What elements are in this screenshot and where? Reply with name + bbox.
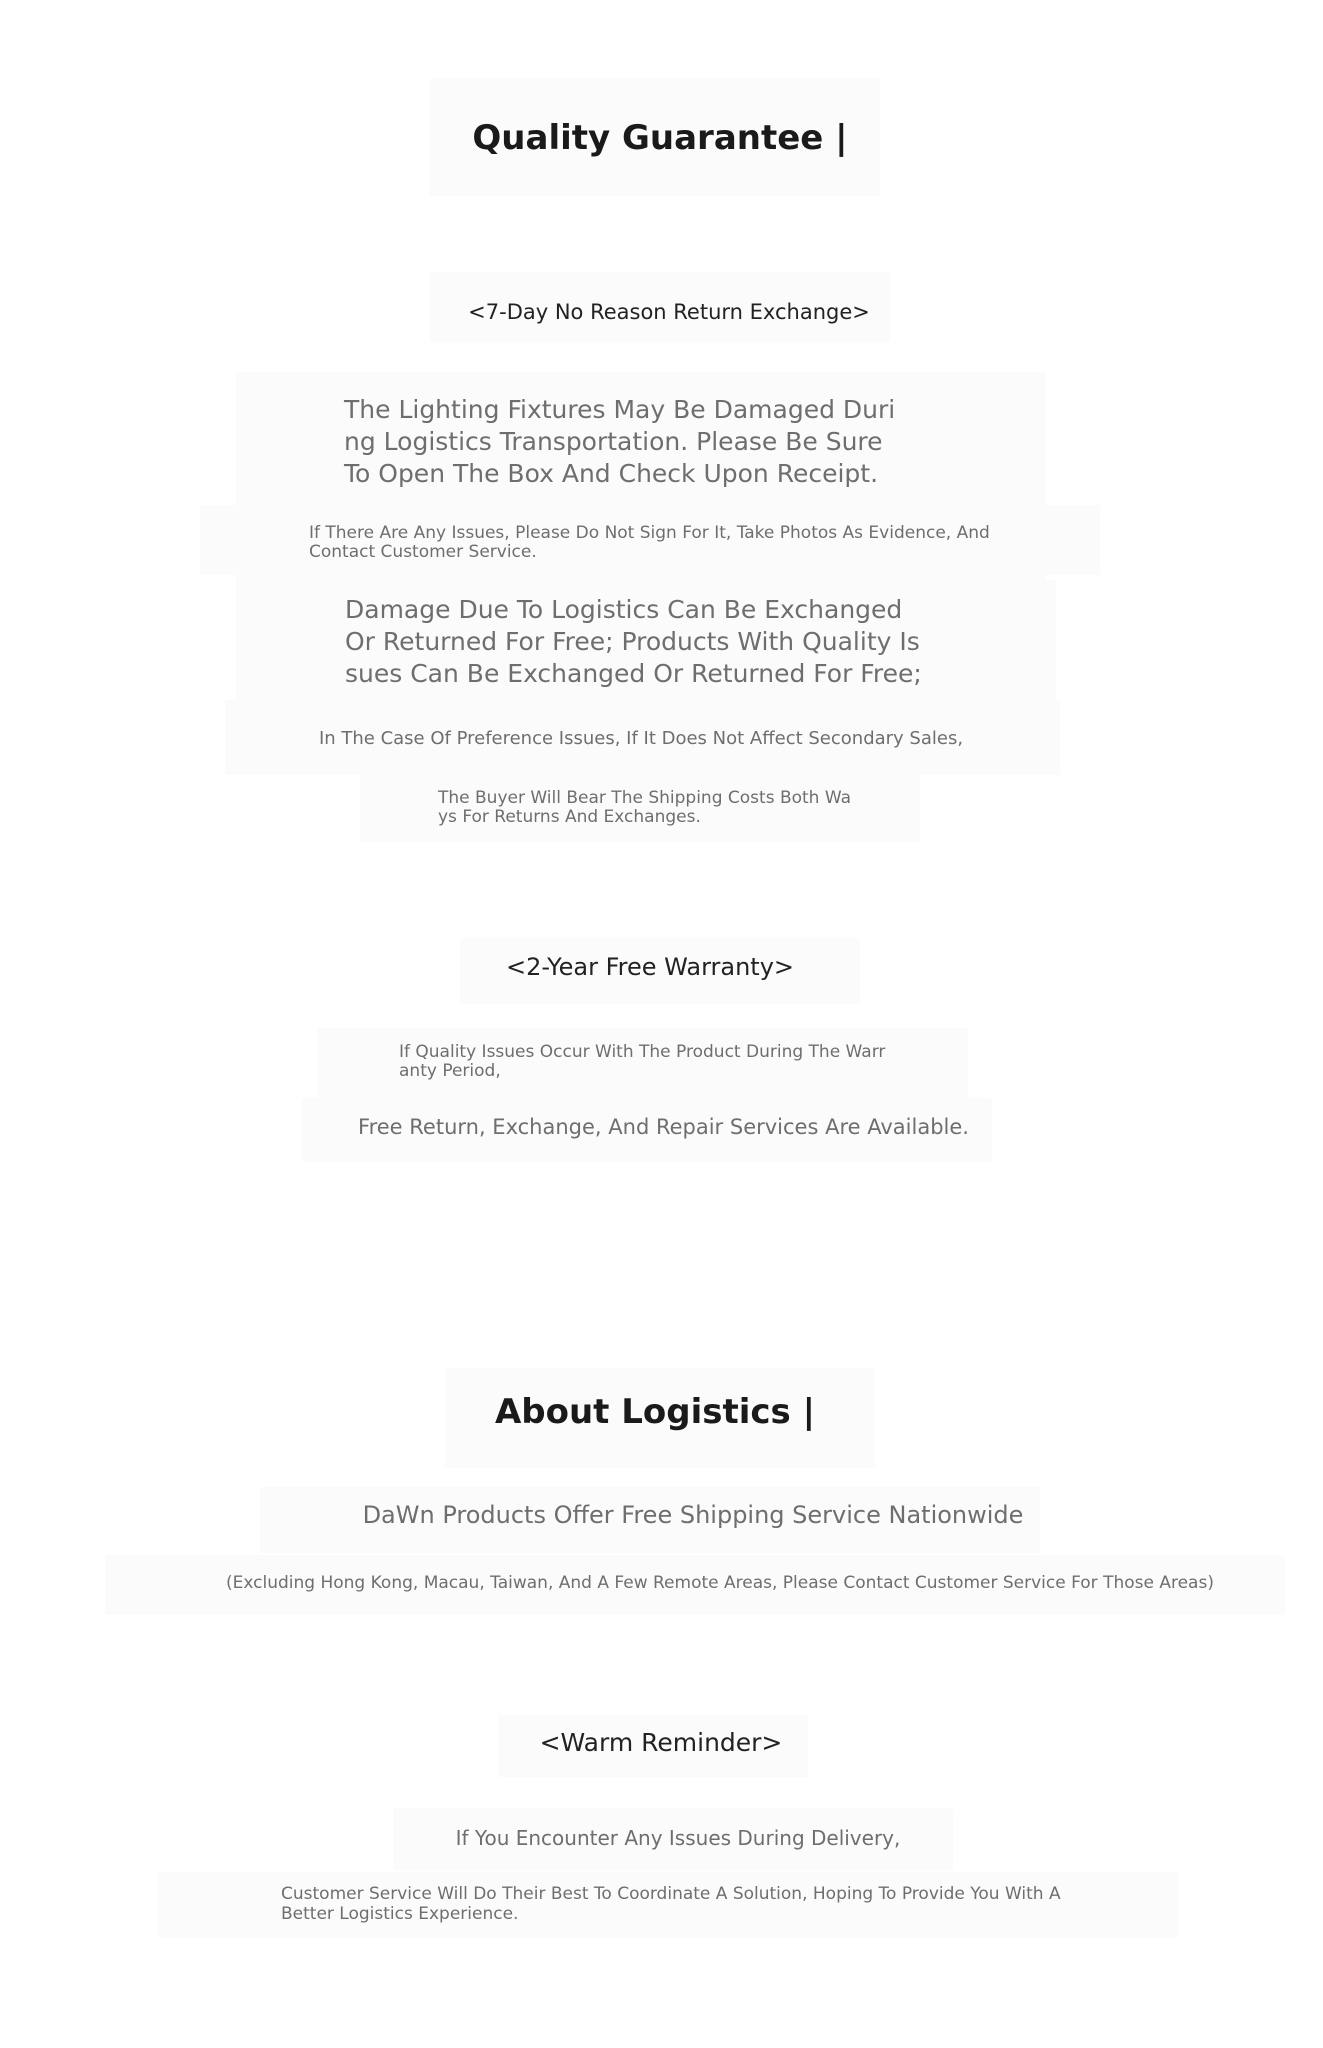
logistics-damage-notice: Damage Due To Logistics Can Be Exchanged Or Returned For Free; Products With Quality Is sues Can Be Exchanged Or Returned For Free; — [345, 595, 922, 688]
coordination-notice: Customer Service Will Do Their Best To Coordinate A Solution, Hoping To Provide You With A Better Logistics Experience. — [281, 1884, 1061, 1924]
warm-reminder-heading: <Warm Reminder> — [539, 1728, 783, 1757]
warranty-period-notice: If Quality Issues Occur With The Product During The Warr anty Period, — [399, 1042, 886, 1081]
free-shipping-notice: DaWn Products Offer Free Shipping Service Nationwide — [362, 1501, 1024, 1529]
return-exchange-heading: <7-Day No Reason Return Exchange> — [468, 300, 870, 324]
excluded-areas-note: (Excluding Hong Kong, Macau, Taiwan, And A Few Remote Areas, Please Contact Customer Service For Those Areas) — [226, 1573, 1214, 1593]
lighting-fixtures-notice: The Lighting Fixtures May Be Damaged Duri ng Logistics Transportation. Please Be Sure To Open The Box And Check Upon Receipt. — [344, 395, 896, 488]
about-logistics-title: About Logistics | — [494, 1392, 816, 1432]
issues-evidence-notice: If There Are Any Issues, Please Do Not Sign For It, Take Photos As Evidence, And Contact Customer Service. — [309, 523, 990, 562]
preference-issues-notice: In The Case Of Preference Issues, If It Does Not Affect Secondary Sales, — [318, 728, 964, 749]
free-warranty-heading: <2-Year Free Warranty> — [505, 953, 795, 981]
delivery-issues-notice: If You Encounter Any Issues During Delivery, — [455, 1826, 901, 1850]
quality-guarantee-title: Quality Guarantee | — [472, 118, 848, 158]
shipping-costs-notice: The Buyer Will Bear The Shipping Costs Both Wa ys For Returns And Exchanges. — [438, 788, 851, 827]
warranty-services-notice: Free Return, Exchange, And Repair Services Are Available. — [358, 1115, 969, 1139]
